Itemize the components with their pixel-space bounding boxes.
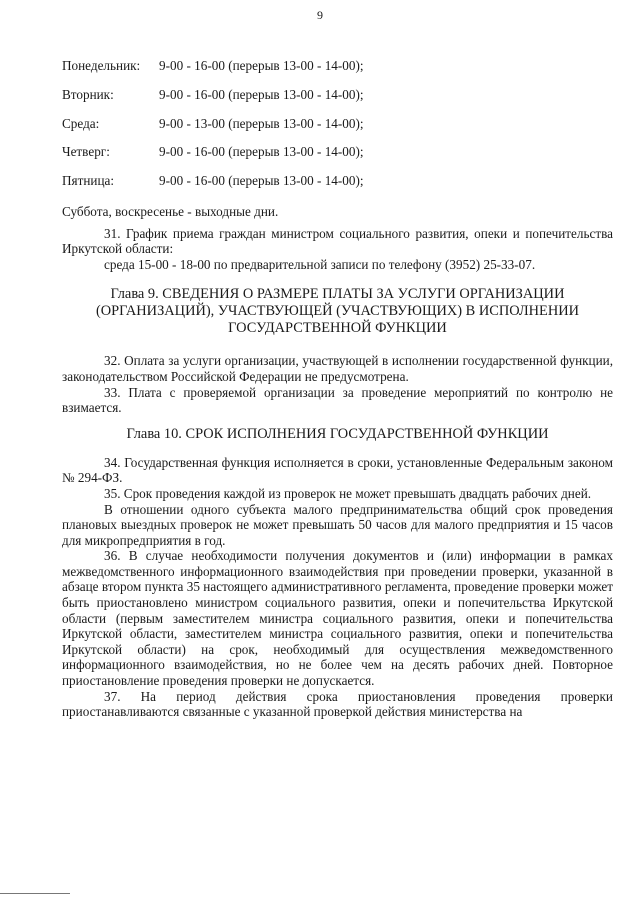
schedule-time: 9-00 - 13-00 (перерыв 13-00 - 14-00); <box>159 115 364 131</box>
schedule-row <box>62 116 613 145</box>
schedule-time: 9-00 - 16-00 (перерыв 13-00 - 14-00); <box>159 58 364 73</box>
page-number: 9 <box>317 8 323 22</box>
paragraph-33: 33. Плата с проверяемой организации за проведение мероприятий по контролю не взимается. <box>62 384 613 416</box>
paragraph-34: 34. Государственная функция исполняется в сроки, установленные Федеральным законом № 294-ФЗ. <box>62 454 613 486</box>
chapter-10-heading: Глава 10. СРОК ИСПОЛНЕНИЯ ГОСУДАРСТВЕННОЙ ФУНКЦИИ <box>126 425 549 442</box>
schedule-row <box>62 144 613 173</box>
schedule-day: Пятница: <box>62 173 115 189</box>
weekend-note: Суббота, воскресенье - выходные дни. <box>62 203 279 219</box>
paragraph-35-small-business: В отношении одного субъекта малого предпринимательства общий срок проведения плановых выездных проверок не может превышать 50 часов для малого предприятия и 15 часов для микропредприятия в год. <box>62 501 613 548</box>
paragraph-35: 35. Срок проведения каждой из проверок не может превышать двадцать рабочих дней. <box>104 485 592 501</box>
schedule-time: 9-00 - 16-00 (перерыв 13-00 - 14-00); <box>159 144 364 160</box>
schedule-time: 9-00 - 16-00 (перерыв 13-00 - 14-00); <box>159 173 364 189</box>
paragraph-37: 37. На период действия срока приостановления проведения проверки приостанавливаются связанные с указанной проверкой действия министерства на <box>62 688 613 720</box>
schedule-row <box>62 173 613 202</box>
schedule-time: 9-00 - 16-00 (перерыв 13-00 - 14-00); <box>159 86 364 102</box>
chapter-9-title-line: (ОРГАНИЗАЦИЙ), УЧАСТВУЮЩЕЙ (УЧАСТВУЮЩИХ) В ИСПОЛНЕНИИ <box>95 303 580 320</box>
paragraph-32: 32. Оплата за услуги организации, участвующей в исполнении государственной функции, законодательством Российской Федерации не предусмотрена. <box>62 353 613 384</box>
schedule-day: Среда: <box>62 115 100 131</box>
chapter-9-heading <box>62 286 613 337</box>
paragraph-31: 31. График приема граждан министром социального развития, опеки и попечительства Иркутской области: <box>62 225 613 257</box>
schedule-day: Вторник: <box>62 86 114 102</box>
schedule-day: Понедельник: <box>62 58 141 73</box>
schedule-row <box>62 87 613 116</box>
paragraph-36: 36. В случае необходимости получения документов и (или) информации в рамках межведомственного информационного взаимодействия при проведении проверки, указанной в абзаце втором пункта 35 настоящего административного регламента, проведение проверки может быть приостановлено министром социального развития, опеки и попечительства Иркутской области (первым заместителем министра социального развития, опеки и попечительства Иркутской области, заместителем министра социального развития, опеки и попечительства Иркутской области) на срок, необходимый для осуществления межведомственного информационного взаимодействия, но не более чем на десять рабочих дней. Повторное приостановление проведения проверки не допускается. <box>62 548 613 689</box>
document-body <box>62 58 613 720</box>
footnote-separator <box>0 893 70 894</box>
chapter-9-title-line: ГОСУДАРСТВЕННОЙ ФУНКЦИИ <box>228 320 447 337</box>
paragraph-31-schedule: среда 15-00 - 18-00 по предварительной записи по телефону (3952) 25-33-07. <box>104 256 536 272</box>
schedule-day: Четверг: <box>62 144 110 160</box>
schedule-row <box>62 58 613 87</box>
chapter-9-title-line: Глава 9. СВЕДЕНИЯ О РАЗМЕРЕ ПЛАТЫ ЗА УСЛУГИ ОРГАНИЗАЦИИ <box>110 286 565 303</box>
